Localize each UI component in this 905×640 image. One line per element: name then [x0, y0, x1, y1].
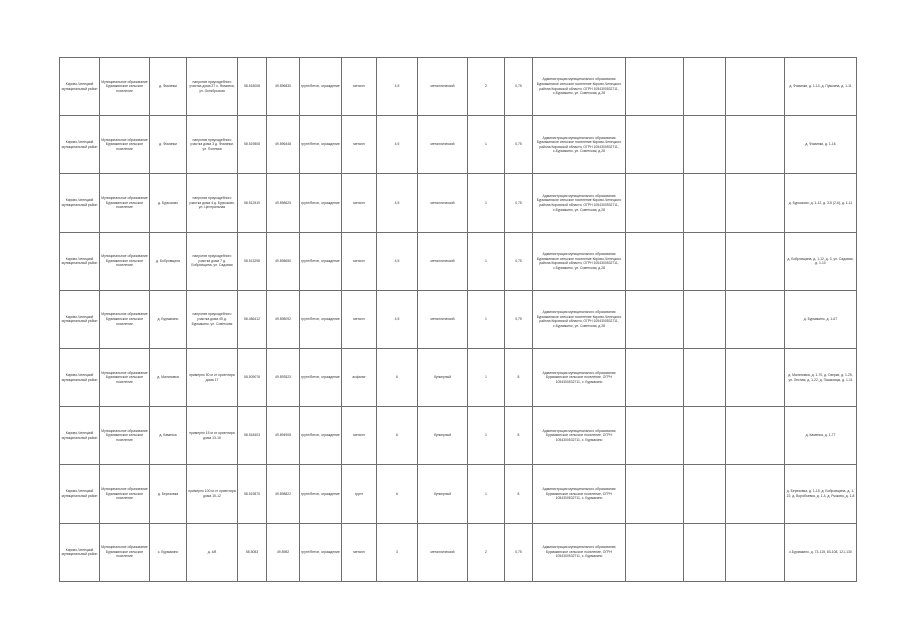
containers-cell: 1: [468, 348, 505, 406]
empty-cell: [726, 523, 785, 581]
district-cell: Кирово-Чепецкий муниципальный район: [60, 116, 100, 174]
served-addresses-cell: д. Каменка, д. 1-77: [785, 407, 857, 465]
empty-cell: [684, 232, 726, 290]
volume-cell: 0,75: [505, 523, 533, 581]
served-addresses-cell: д. Бурмакино, д. 1-67: [785, 290, 857, 348]
surface-cell: грунт/бетон, ограждение: [300, 290, 342, 348]
containers-cell: 2: [468, 58, 505, 116]
entity-cell: Муниципальное образование Бурмакинское сельское поселение: [100, 232, 150, 290]
surface-cell: грунт/бетон, ограждение: [300, 58, 342, 116]
served-addresses-cell: д. Бобровщина, д. 1-12, д. 3, ул. Садовая, д. 1-10: [785, 232, 857, 290]
served-addresses-cell: д. Буркоково, д. 1-12, д. 3-5 (2-6), д. 1-11: [785, 174, 857, 232]
cover-cell: металл: [342, 407, 377, 465]
empty-cell: [726, 116, 785, 174]
latitude-cell: 58.518403: [238, 407, 267, 465]
location-cell: примерно 15 м от ориентира дома 13-15: [187, 407, 238, 465]
district-cell: Кирово-Чепецкий муниципальный район: [60, 58, 100, 116]
table-row: [60, 348, 857, 406]
latitude-cell: 58.519808: [238, 116, 267, 174]
volume-cell: 0,75: [505, 58, 533, 116]
containers-cell: 1: [468, 465, 505, 523]
empty-cell: [626, 290, 684, 348]
empty-cell: [626, 465, 684, 523]
empty-cell: [726, 290, 785, 348]
location-cell: напротив приусадебного участка дома 7 д. Бобровщина, ул. Садовая: [187, 232, 238, 290]
table-row: [60, 232, 857, 290]
owner-cell: Администрация муниципального образования Бурмакинское сельское поселение Кирово-Чепецкого района Кировской области, ОГРН 1054300532711, с.Бурмакино, ул. Советская, д.28: [533, 58, 626, 116]
volume-cell: 0,75: [505, 116, 533, 174]
material-cell: металлический: [418, 523, 468, 581]
served-addresses-cell: д. Фоминки, д. 1-14, д. Пушкина, д. 1-11: [785, 58, 857, 116]
empty-cell: [684, 523, 726, 581]
surface-cell: грунт/бетон, ограждение: [300, 523, 342, 581]
volume-cell: 0,75: [505, 174, 533, 232]
cover-cell: металл: [342, 232, 377, 290]
locality-cell: д. Бобровщина: [150, 232, 187, 290]
location-cell: напротив приусадебного участка дома 4 д. Буркоково, ул. Центральная: [187, 174, 238, 232]
served-addresses-cell: д. Малиновка, д. 1-70, д. Озерки, д. 1-25, ул. Лесная, д. 1-22, д. Пашковцы, д. 1-11: [785, 348, 857, 406]
entity-cell: Муниципальное образование Бурмакинское сельское поселение: [100, 523, 150, 581]
material-cell: металлический: [418, 174, 468, 232]
material-cell: бункерный: [418, 407, 468, 465]
empty-cell: [626, 174, 684, 232]
owner-cell: Администрация муниципального образования Бурмакинское сельское поселение, ОГРН 1054300532711, с. Бурмакино: [533, 407, 626, 465]
entity-cell: Муниципальное образование Бурмакинское сельское поселение: [100, 348, 150, 406]
material-cell: бункерный: [418, 348, 468, 406]
district-cell: Кирово-Чепецкий муниципальный район: [60, 465, 100, 523]
cover-cell: металл: [342, 116, 377, 174]
containers-cell: 2: [468, 523, 505, 581]
longitude-cell: 49.893523: [267, 348, 300, 406]
containers-cell: 1: [468, 407, 505, 465]
containers-cell: 1: [468, 290, 505, 348]
longitude-cell: 49.896448: [267, 116, 300, 174]
area-cell: 4,5: [377, 116, 418, 174]
volume-cell: 8: [505, 348, 533, 406]
owner-cell: Администрация муниципального образования Бурмакинское сельское поселение, ОГРН 1054300532711, с. Бурмакино: [533, 465, 626, 523]
cover-cell: металл: [342, 58, 377, 116]
empty-cell: [726, 232, 785, 290]
owner-cell: Администрация муниципального образования Бурмакинское сельское поселение Кирово-Чепецкого района Кировской области, ОГРН 1054300532711, с.Бурмакино, ул. Советская, д.28: [533, 174, 626, 232]
location-cell: примерно 100 м от ориентира дома 15-12: [187, 465, 238, 523]
empty-cell: [684, 174, 726, 232]
material-cell: металлический: [418, 116, 468, 174]
owner-cell: Администрация муниципального образования Бурмакинское сельское поселение Кирово-Чепецкого района Кировской области, ОГРН 1054300532711, с.Бурмакино, ул. Советская, д.28: [533, 232, 626, 290]
containers-cell: 1: [468, 232, 505, 290]
owner-cell: Администрация муниципального образования Бурмакинское сельское поселение Кирово-Чепецкого района Кировской области, ОГРН 1054300532711, с.Бурмакино, ул. Советская, д.28: [533, 290, 626, 348]
district-cell: Кирово-Чепецкий муниципальный район: [60, 174, 100, 232]
longitude-cell: 49.898650: [267, 232, 300, 290]
empty-cell: [684, 465, 726, 523]
empty-cell: [626, 58, 684, 116]
cover-cell: асфальт: [342, 348, 377, 406]
material-cell: металлический: [418, 290, 468, 348]
cover-cell: грунт: [342, 465, 377, 523]
locality-cell: д. Бурмакино: [150, 290, 187, 348]
area-cell: 6: [377, 465, 418, 523]
table-row: [60, 58, 857, 116]
locality-cell: с. Бурмакино: [150, 523, 187, 581]
empty-cell: [684, 58, 726, 116]
location-cell: примерно 50 м от ориентира дома 17: [187, 348, 238, 406]
empty-cell: [726, 58, 785, 116]
entity-cell: Муниципальное образование Бурмакинское сельское поселение: [100, 407, 150, 465]
volume-cell: 8: [505, 407, 533, 465]
latitude-cell: 58.509076: [238, 348, 267, 406]
surface-cell: грунт/бетон, ограждение: [300, 348, 342, 406]
location-cell: напротив приусадебного участка дома 3 д. Фоминки, ул. Полевая: [187, 116, 238, 174]
locality-cell: д. Малиновка: [150, 348, 187, 406]
empty-cell: [684, 407, 726, 465]
table-row: [60, 290, 857, 348]
location-cell: напротив приусадебного участка дома 45 д. Бурмакино, ул. Советская: [187, 290, 238, 348]
area-cell: 6: [377, 407, 418, 465]
table-row: [60, 116, 857, 174]
longitude-cell: 49.896830: [267, 58, 300, 116]
empty-cell: [626, 232, 684, 290]
cover-cell: металл: [342, 174, 377, 232]
latitude-cell: 58.519870: [238, 465, 267, 523]
surface-cell: грунт/бетон, ограждение: [300, 116, 342, 174]
locality-cell: д. Березовка: [150, 465, 187, 523]
empty-cell: [726, 407, 785, 465]
owner-cell: Администрация муниципального образования Бурмакинское сельское поселение, ОГРН 1054300532711, с. Бурмакино: [533, 523, 626, 581]
empty-cell: [726, 465, 785, 523]
locality-cell: д. Фоминки: [150, 116, 187, 174]
latitude-cell: 58.512519: [238, 174, 267, 232]
volume-cell: 8: [505, 465, 533, 523]
longitude-cell: 49.894908: [267, 407, 300, 465]
surface-cell: грунт/бетон, ограждение: [300, 465, 342, 523]
owner-cell: Администрация муниципального образования Бурмакинское сельское поселение, ОГРН 1054300532711, с. Бурмакино: [533, 348, 626, 406]
latitude-cell: 58.5083: [238, 523, 267, 581]
empty-cell: [626, 407, 684, 465]
material-cell: металлический: [418, 58, 468, 116]
district-cell: Кирово-Чепецкий муниципальный район: [60, 290, 100, 348]
latitude-cell: 58.486412: [238, 290, 267, 348]
table-row: [60, 407, 857, 465]
empty-cell: [684, 290, 726, 348]
area-cell: 4,5: [377, 290, 418, 348]
containers-cell: 1: [468, 116, 505, 174]
material-cell: металлический: [418, 232, 468, 290]
locality-cell: д. Буркоково: [150, 174, 187, 232]
volume-cell: 0,75: [505, 290, 533, 348]
district-cell: Кирово-Чепецкий муниципальный район: [60, 523, 100, 581]
table-row: [60, 174, 857, 232]
table-row: [60, 465, 857, 523]
latitude-cell: 58.518008: [238, 58, 267, 116]
district-cell: Кирово-Чепецкий муниципальный район: [60, 348, 100, 406]
area-cell: 4,5: [377, 232, 418, 290]
registry-table: [59, 57, 857, 582]
empty-cell: [684, 348, 726, 406]
entity-cell: Муниципальное образование Бурмакинское сельское поселение: [100, 116, 150, 174]
district-cell: Кирово-Чепецкий муниципальный район: [60, 407, 100, 465]
served-addresses-cell: с.Бурмакино, д. 73-115, 83-108, 121-130: [785, 523, 857, 581]
owner-cell: Администрация муниципального образования Бурмакинское сельское поселение Кирово-Чепецкого района Кировской области, ОГРН 1054300532711, с.Бурмакино, ул. Советская, д.28: [533, 116, 626, 174]
longitude-cell: 49.898625: [267, 174, 300, 232]
longitude-cell: 49.898092: [267, 290, 300, 348]
served-addresses-cell: д. Фоминки, д. 1-16: [785, 116, 857, 174]
registry-rows: [60, 58, 857, 582]
area-cell: 3: [377, 523, 418, 581]
surface-cell: грунт/бетон, ограждение: [300, 232, 342, 290]
surface-cell: грунт/бетон, ограждение: [300, 407, 342, 465]
empty-cell: [684, 116, 726, 174]
area-cell: 4,5: [377, 58, 418, 116]
area-cell: 4,5: [377, 174, 418, 232]
location-cell: д. 4/8: [187, 523, 238, 581]
area-cell: 6: [377, 348, 418, 406]
cover-cell: металл: [342, 290, 377, 348]
material-cell: бункерный: [418, 465, 468, 523]
entity-cell: Муниципальное образование Бурмакинское сельское поселение: [100, 290, 150, 348]
empty-cell: [626, 348, 684, 406]
latitude-cell: 58.513298: [238, 232, 267, 290]
district-cell: Кирово-Чепецкий муниципальный район: [60, 232, 100, 290]
empty-cell: [626, 116, 684, 174]
empty-cell: [726, 348, 785, 406]
longitude-cell: 49.8982: [267, 523, 300, 581]
volume-cell: 0,75: [505, 232, 533, 290]
served-addresses-cell: д. Березовка, д. 1-15, д. Бобровщина, д. 1-22, д. Воробьевка, д. 1-4, д. Рыжово, д. 1-8: [785, 465, 857, 523]
empty-cell: [626, 523, 684, 581]
location-cell: напротив приусадебного участка дома 27 с. Фоминки, ул. Октябрьская: [187, 58, 238, 116]
table-row: [60, 523, 857, 581]
longitude-cell: 49.898822: [267, 465, 300, 523]
cover-cell: металл: [342, 523, 377, 581]
entity-cell: Муниципальное образование Бурмакинское сельское поселение: [100, 58, 150, 116]
containers-cell: 1: [468, 174, 505, 232]
locality-cell: д. Фоминки: [150, 58, 187, 116]
locality-cell: д. Каменка: [150, 407, 187, 465]
entity-cell: Муниципальное образование Бурмакинское сельское поселение: [100, 465, 150, 523]
surface-cell: грунт/бетон, ограждение: [300, 174, 342, 232]
empty-cell: [726, 174, 785, 232]
entity-cell: Муниципальное образование Бурмакинское сельское поселение: [100, 174, 150, 232]
